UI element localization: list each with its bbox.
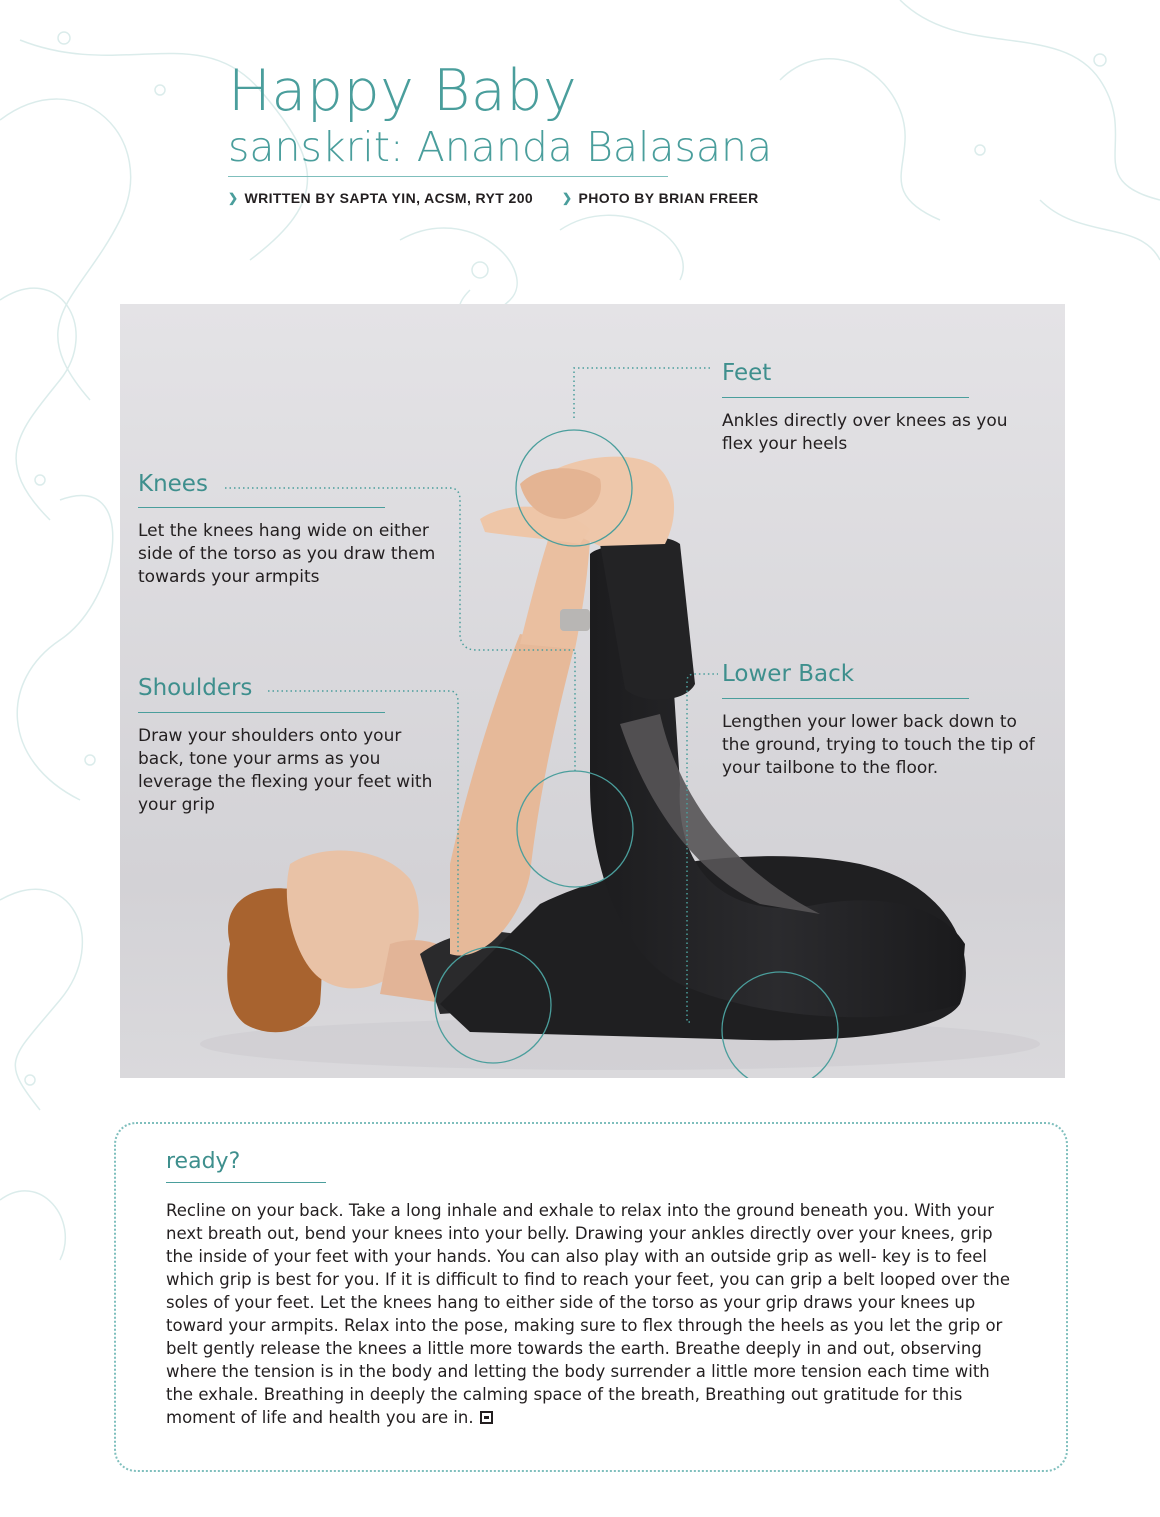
chevron-bullet-icon: ❯ (228, 191, 239, 205)
ready-heading: ready? (166, 1149, 241, 1174)
photo-byline (562, 190, 759, 206)
shoulders-description: Draw your shoulders onto your back, tone your arms as you leverage the flexing your feet with your grip (138, 726, 433, 815)
ready-instructions (166, 1199, 1016, 1429)
sanskrit-subtitle: sanskrit: Ananda Balasana (228, 123, 773, 171)
author-credit: WRITTEN BY SAPTA YIN, ACSM, RYT 200 (244, 190, 534, 206)
title-divider (228, 176, 668, 177)
ready-divider (166, 1182, 326, 1183)
lower-back-description: Lengthen your lower back down to the ground, trying to touch the tip of your tailbone to the floor. (722, 712, 1035, 778)
ready-body-text: Recline on your back. Take a long inhale and exhale to relax into the ground beneath you. With your next breath out, bend your knees into your belly. Drawing your ankles directly over your knees, grip the inside of your feet with your hands. You can also play with an outside grip as well- key is to feel which grip is best for you. If it is difficult to find to reach your feet, you can grip a belt looped over the soles of your feet. Let the knees hang to either side of the torso as your grip draws your knees up toward your armpits. Relax into the pose, making sure to flex through the heels as you let the grip or belt gently release the knees a little more towards the earth. Breathe deeply in and out, observing where the tension is in the body and letting the body surrender a little more tension each time with the exhale. Breathing in deeply the calming space of the breath, Breathing out gratitude for this moment of life and health you are in. (166, 1201, 1011, 1427)
knees-heading: Knees (138, 471, 208, 497)
knees-divider (138, 507, 385, 508)
shoulders-divider (138, 712, 385, 713)
page-title: Happy Baby (228, 58, 578, 124)
feet-heading: Feet (722, 360, 772, 386)
feet-divider (722, 397, 969, 398)
knees-description: Let the knees hang wide on either side of the torso as you draw them towards your armpits (138, 521, 436, 587)
feet-description: Ankles directly over knees as you flex your heels (722, 411, 1008, 454)
shoulders-heading: Shoulders (138, 675, 253, 701)
photo-credit: PHOTO BY BRIAN FREER (578, 190, 759, 206)
end-of-article-icon (480, 1411, 493, 1424)
author-byline (228, 190, 533, 206)
chevron-bullet-icon: ❯ (562, 191, 573, 205)
lower-back-heading: Lower Back (722, 661, 855, 687)
lower-back-divider (722, 698, 969, 699)
